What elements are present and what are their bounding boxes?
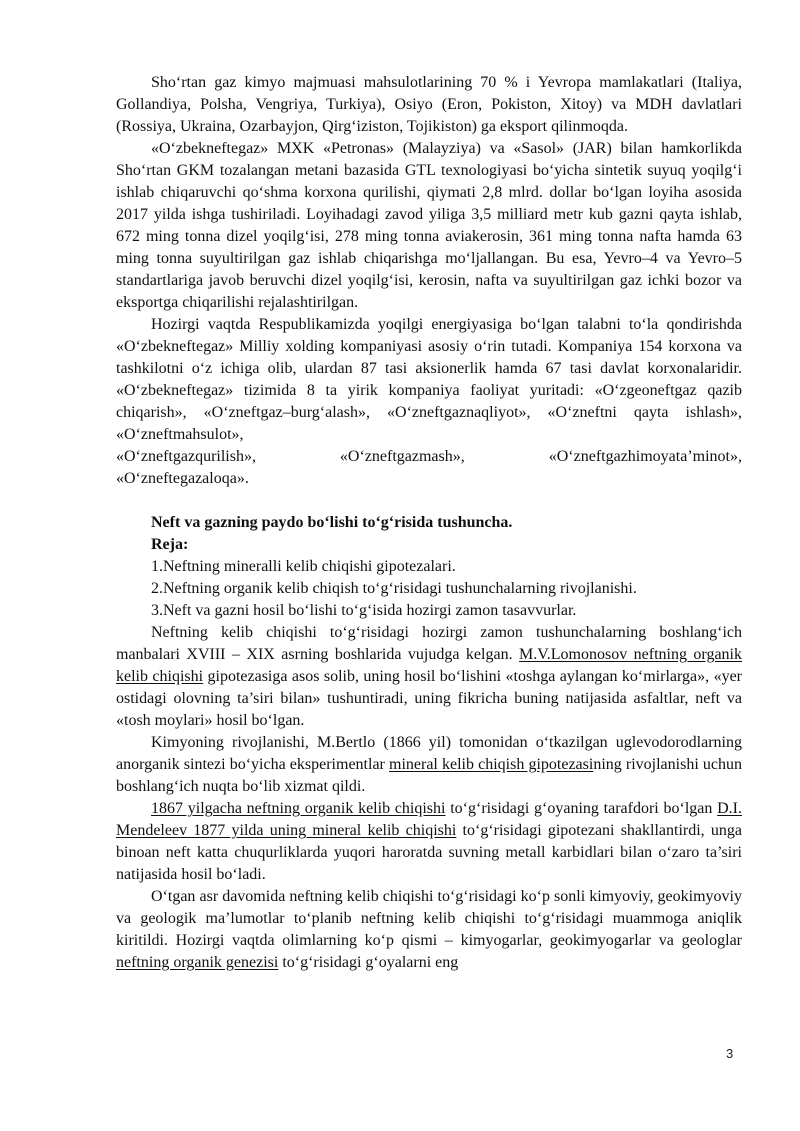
underlined-phrase: 1867 yilgacha neftning organik kelib chiqishi	[151, 800, 446, 817]
text-run: to‘g‘risidagi g‘oyaning tarafdori bo‘lgan	[445, 800, 718, 817]
paragraph-mendeleev	[116, 798, 742, 886]
paragraph-lomonosov	[116, 622, 742, 732]
paragraph-export: Sho‘rtan gaz kimyo majmuasi mahsulotlarining 70 % i Yevropa mamlakatlari (Italiya, Gollandiya, Polsha, Vengriya, Turkiya), Osiyo (Eron, Pokiston, Xitoy) va MDH davlatlari (Rossiya, Ukraina, Ozarbayjon, Qirg‘iziston, Tojikiston) ga eksport qilinmoqda.	[116, 74, 742, 135]
paragraph-modern-views	[116, 886, 742, 974]
plan-item: 3.Neft va gazni hosil bo‘lishi to‘g‘isida hozirgi zamon tasavvurlar.	[151, 602, 577, 619]
section-title: Neft va gazning paydo bo‘lishi to‘g‘risida tushuncha.	[151, 514, 513, 531]
text-run: O‘tgan asr davomida neftning kelib chiqishi to‘g‘risidagi ko‘p sonli kimyoviy, geokimyoviy va geologik ma’lumotlar to‘planib neftning kelib chiqishi to‘g‘risidagi muammoga aniqlik kiritildi. Hozirgi vaqtda olimlarning ko‘p qismi – kimyogarlar, geokimyogarlar va geologlar	[116, 888, 742, 949]
text-run: ning rivojlanishi uchun boshlang‘ich nuqta bo‘lib xizmat qildi.	[116, 756, 743, 795]
plan-item: 2.Neftning organik kelib chiqish to‘g‘risidagi tushunchalarning rivojlanishi.	[151, 580, 637, 597]
paragraph-company-list: «O‘zneftgazqurilish», «O‘zneftgazmash», «O‘zneftgazhimoyata’minot»,	[116, 448, 742, 465]
underlined-phrase: D.I. Mendeleev 1877 yilda uning mineral kelib chiqishi	[116, 800, 742, 839]
paragraph-holding-company: Hozirgi vaqtda Respublikamizda yoqilgi energiyasiga bo‘lgan talabni to‘la qondirishda «O‘zbekneftegaz» Milliy xolding kompaniyasi asosiy o‘rin tutadi. Kompaniya 154 korxona va tashkilotni o‘z ichiga olib, ulardan 87 tasi aksionerlik hamda 67 tasi davlat korxonalaridir. «O‘zbekneftegaz» tizimida 8 ta yirik kompaniya faoliyat yuritadi: «O‘zgeoneftgaz qazib chiqarish», «O‘zneftgaz–burg‘alash», «O‘zneftgaznaqliyot», «O‘zneftni qayta ishlash», «O‘zneftmahsulot»,	[116, 316, 742, 443]
underlined-phrase: neftning organik genezisi	[116, 954, 279, 971]
underlined-phrase: M.V.Lomonosov neftning organik kelib chiqishi	[116, 646, 742, 685]
text-run: Kimyoning rivojlanishi, M.Bertlo (1866 yil) tomonidan o‘tkazilgan uglevodorodlarning anorganik sintezi bo‘yicha eksperimentlar	[116, 734, 742, 773]
text-run: gipotezasiga asos solib, uning hosil bo‘lishini «toshga aylangan ko‘mirlarga», «yer ostidagi olovning ta’siri bilan» tushuntiradi, uning fikricha buning natijasida asfaltlar, neft va «tosh moylari» hosil bo‘lgan.	[116, 668, 742, 729]
underlined-phrase: mineral kelib chiqish gipotezasi	[389, 756, 594, 773]
paragraph-gtl-project: «O‘zbekneftegaz» MXK «Petronas» (Malayziya) va «Sasol» (JAR) bilan hamkorlikda Sho‘rtan GKM tozalangan metani bazasida GTL texnologiyasi bo‘yicha sintetik suyuq yoqilg‘i ishlab chiqaruvchi qo‘shma korxona qurilishi, qiymati 2,8 mlrd. dollar bo‘lgan loyiha asosida 2017 yilda ishga tushiriladi. Loyihadagi zavod yiliga 3,5 milliard metr kub gazni qayta ishlab, 672 ming tonna dizel yoqilg‘isi, 278 ming tonna aviakerosin, 361 ming tonna nafta hamda 63 ming tonna suyultirilgan gaz ishlab chiqarishga mo‘ljallangan. Bu esa, Yevro–4 va Yevro–5 standartlariga javob beruvchi dizel yoqilg‘isi, kerosin, nafta va suyultirilgan gaz ichki bozor va eksportga chiqarilishi rejalashtirilgan.	[116, 140, 742, 311]
text-run: to‘g‘risidagi gipotezani shakllantirdi, unga binoan neft katta chuqurliklarda yuqori haroratda suvning metall karbidlari bilan o‘zaro ta’siri natijasida hosil bo‘ladi.	[116, 822, 742, 883]
document-page	[116, 72, 742, 974]
plan-item: 1.Neftning mineralli kelib chiqishi gipotezalari.	[151, 558, 456, 575]
plan-label: Reja:	[151, 536, 189, 553]
page-number: 3	[726, 1046, 734, 1061]
paragraph-bertlo	[116, 732, 742, 798]
text-run: to‘g‘risidagi g‘oyalarni eng	[278, 954, 459, 971]
text-run: Neftning kelib chiqishi to‘g‘risidagi hozirgi zamon tushunchalarning boshlang‘ich manbalari XVIII – XIX asrning boshlarida vujudga kelgan.	[116, 624, 742, 663]
paragraph-company-list-end: «O‘zneftegazaloqa».	[116, 470, 249, 487]
